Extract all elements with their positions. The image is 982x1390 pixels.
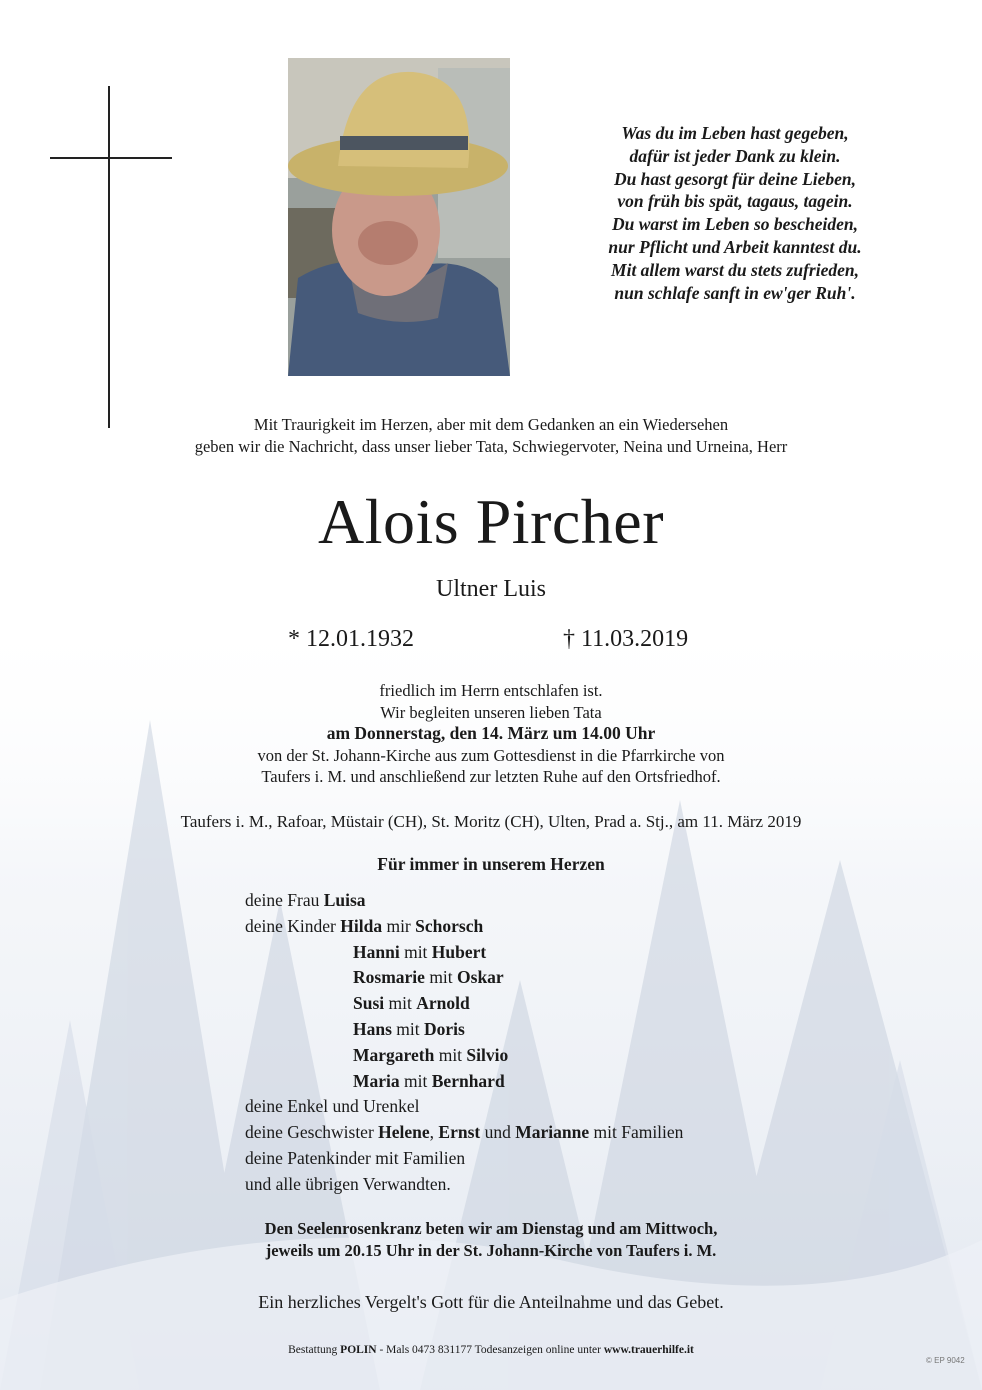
deceased-name: Alois Pircher (318, 486, 664, 557)
funeral-line: von der St. Johann-Kirche aus zum Gottesdienst in die Pfarrkirche von (257, 745, 725, 765)
funeral-info (0, 680, 982, 788)
mourner-child: Margareth mit Silvio (353, 1044, 509, 1065)
portrait-photo (288, 58, 510, 376)
intro-text (0, 414, 982, 458)
forever-heading: Für immer in unserem Herzen (377, 854, 605, 874)
thanks-text: Ein herzliches Vergelt's Gott für die Anteilnahme und das Gebet. (258, 1292, 724, 1312)
poem-line: dafür ist jeder Dank zu klein. (629, 145, 841, 166)
cross-horizontal (50, 157, 172, 159)
mourner-siblings: deine Geschwister Helene, Ernst und Marianne mit Familien (245, 1122, 684, 1143)
intro-line: Mit Traurigkeit im Herzen, aber mit dem Gedanken an ein Wiedersehen (253, 415, 729, 434)
mourner-grandchildren: deine Enkel und Urenkel (245, 1096, 420, 1117)
mourner-relatives: und alle übrigen Verwandten. (245, 1173, 451, 1194)
poem-line: Du hast gesorgt für deine Lieben, (613, 168, 857, 189)
mourner-godchildren: deine Patenkinder mit Familien (245, 1147, 466, 1168)
mourners-list (245, 888, 683, 1198)
document-code: © EP 9042 (926, 1356, 965, 1365)
mourner-child: Hanni mit Hubert (353, 941, 487, 962)
poem (560, 122, 910, 304)
deceased-nickname: Ultner Luis (436, 576, 546, 602)
poem-line: Mit allem warst du stets zufrieden, (611, 259, 859, 280)
mourner-wife: deine Frau Luisa (245, 890, 366, 910)
company-name: POLIN (340, 1344, 377, 1356)
death-date: † 11.03.2019 (563, 626, 689, 652)
rosary-line: Den Seelenrosenkranz beten wir am Dienstag und am Mittwoch, (264, 1219, 718, 1238)
poem-line: nun schlafe sanft in ew'ger Ruh'. (614, 282, 856, 303)
birth-date: * 12.01.1932 (288, 626, 414, 652)
funeral-line: friedlich im Herrn entschlafen ist. (379, 681, 603, 700)
poem-line: nur Pflicht und Arbeit kanntest du. (608, 236, 862, 257)
rosary-line: jeweils um 20.15 Uhr in der St. Johann-Kirche von Taufers i. M. (265, 1241, 717, 1260)
website-link[interactable]: www.trauerhilfe.it (603, 1344, 694, 1356)
poem-line: Was du im Leben hast gegeben, (621, 123, 849, 143)
place-date: Taufers i. M., Rafoar, Müstair (CH), St. Moritz (CH), Ulten, Prad a. Stj., am 11. März 2019 (180, 812, 802, 831)
mourner-child: Hans mit Doris (353, 1018, 465, 1039)
rosary-info (0, 1218, 982, 1262)
mourner-child: Rosmarie mit Oskar (353, 967, 504, 988)
mourner-child: Susi mit Arnold (353, 993, 470, 1014)
mourner-child: Maria mit Bernhard (353, 1070, 505, 1091)
funeral-line: Taufers i. M. und anschließend zur letzten Ruhe auf den Ortsfriedhof. (261, 767, 721, 786)
footer: Bestattung POLIN - Mals 0473 831177 Todesanzeigen online unter www.trauerhilfe.it (288, 1344, 694, 1356)
funeral-date: am Donnerstag, den 14. März um 14.00 Uhr (326, 723, 656, 743)
poem-line: Du warst im Leben so bescheiden, (612, 214, 858, 235)
poem-line: von früh bis spät, tagaus, tagein. (617, 191, 853, 212)
mourner-child: deine Kinder Hilda mir Schorsch (245, 915, 484, 936)
cross-vertical (108, 86, 110, 428)
funeral-line: Wir begleiten unseren lieben Tata (380, 702, 602, 722)
intro-line: geben wir die Nachricht, dass unser lieber Tata, Schwiegervoter, Neina und Urneina, Herr (194, 437, 788, 456)
